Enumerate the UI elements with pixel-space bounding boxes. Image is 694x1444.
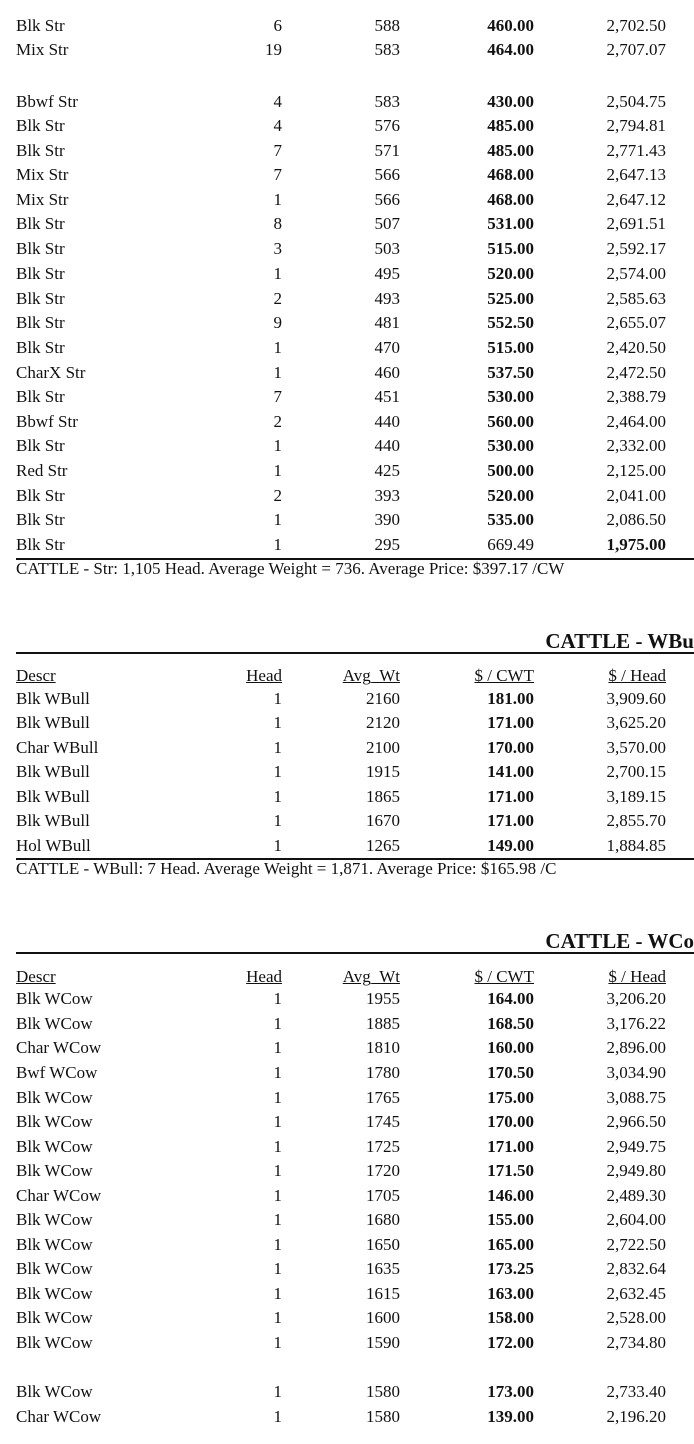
table-row (0, 1184, 694, 1208)
price-cwt-cell: 181.00 (487, 689, 534, 708)
descr-cell: Blk Str (16, 338, 65, 357)
avg-weight-cell: 1590 (366, 1333, 400, 1352)
price-per-head-cell: 2,332.00 (606, 436, 666, 455)
avg-weight-cell: 295 (374, 535, 400, 554)
price-per-head-cell: 2,585.63 (606, 289, 666, 308)
descr-cell: Char WCow (16, 1186, 102, 1205)
header-descr: Descr (16, 967, 56, 986)
head-count-cell: 1 (273, 1038, 282, 1057)
price-per-head-cell: 2,528.00 (606, 1308, 666, 1327)
price-per-head-cell: 2,472.50 (606, 363, 666, 382)
avg-weight-cell: 493 (374, 289, 400, 308)
price-per-head-cell: 3,034.90 (606, 1063, 666, 1082)
price-per-head-cell: 2,707.07 (606, 40, 666, 59)
head-count-cell: 1 (273, 1382, 282, 1401)
column-headers (0, 664, 694, 688)
avg-weight-cell: 1265 (366, 836, 400, 855)
table-row (0, 1110, 694, 1134)
avg-weight-cell: 2160 (366, 689, 400, 708)
price-per-head-cell: 2,949.75 (606, 1137, 666, 1156)
header-cwt: $ / CWT (474, 967, 534, 986)
header-cwt: $ / CWT (474, 666, 534, 685)
descr-cell: Blk WBull (16, 689, 90, 708)
table-row (0, 14, 694, 38)
head-count-cell: 8 (273, 214, 282, 233)
price-cwt-cell: 530.00 (487, 436, 534, 455)
table-row (0, 1405, 694, 1429)
price-per-head-cell: 2,771.43 (606, 141, 666, 160)
price-cwt-cell: 531.00 (487, 214, 534, 233)
table-row (0, 163, 694, 187)
section-rule (16, 952, 694, 954)
descr-cell: Blk Str (16, 239, 65, 258)
head-count-cell: 3 (273, 239, 282, 258)
descr-cell: Blk WCow (16, 1014, 93, 1033)
price-cwt-cell: 560.00 (487, 412, 534, 431)
head-count-cell: 1 (273, 1407, 282, 1426)
table-row (0, 760, 694, 784)
section-title: CATTLE - WBu (545, 629, 694, 653)
table-row (0, 361, 694, 385)
price-cwt-cell: 515.00 (487, 239, 534, 258)
descr-cell: Blk Str (16, 141, 65, 160)
price-cwt-cell: 171.00 (487, 811, 534, 830)
descr-cell: Blk WCow (16, 1088, 93, 1107)
price-cwt-cell: 173.25 (487, 1259, 534, 1278)
avg-weight-cell: 1955 (366, 989, 400, 1008)
price-per-head-cell: 2,574.00 (606, 264, 666, 283)
descr-cell: Blk WCow (16, 1235, 93, 1254)
descr-cell: Mix Str (16, 40, 69, 59)
header-per-head: $ / Head (608, 967, 666, 986)
table-row (0, 1257, 694, 1281)
price-per-head-cell: 2,691.51 (606, 214, 666, 233)
price-cwt-cell: 464.00 (487, 40, 534, 59)
price-cwt-cell: 141.00 (487, 762, 534, 781)
descr-cell: Blk Str (16, 313, 65, 332)
head-count-cell: 4 (273, 92, 282, 111)
descr-cell: Bbwf Str (16, 92, 78, 111)
table-row (0, 336, 694, 360)
avg-weight-cell: 583 (374, 92, 400, 111)
table-row (0, 834, 694, 858)
head-count-cell: 1 (273, 1137, 282, 1156)
descr-cell: Char WCow (16, 1407, 102, 1426)
table-row (0, 139, 694, 163)
price-cwt-cell: 468.00 (487, 165, 534, 184)
price-cwt-cell: 520.00 (487, 264, 534, 283)
price-per-head-cell: 2,722.50 (606, 1235, 666, 1254)
price-per-head-cell: 3,206.20 (606, 989, 666, 1008)
table-row (0, 237, 694, 261)
price-per-head-cell: 2,592.17 (606, 239, 666, 258)
table-row (0, 1159, 694, 1183)
avg-weight-cell: 588 (374, 16, 400, 35)
descr-cell: Red Str (16, 461, 68, 480)
table-row (0, 809, 694, 833)
avg-weight-cell: 1705 (366, 1186, 400, 1205)
price-per-head-cell: 3,909.60 (606, 689, 666, 708)
head-count-cell: 1 (273, 1112, 282, 1131)
head-count-cell: 1 (273, 811, 282, 830)
head-count-cell: 2 (273, 412, 282, 431)
head-count-cell: 1 (273, 264, 282, 283)
price-cwt-cell: 525.00 (487, 289, 534, 308)
table-row (0, 410, 694, 434)
head-count-cell: 1 (273, 461, 282, 480)
head-count-cell: 1 (273, 1210, 282, 1229)
avg-weight-cell: 1600 (366, 1308, 400, 1327)
price-per-head-cell: 2,196.20 (606, 1407, 666, 1426)
price-per-head-cell: 2,855.70 (606, 811, 666, 830)
price-per-head-cell: 1,975.00 (606, 535, 666, 554)
avg-weight-cell: 566 (374, 165, 400, 184)
price-cwt-cell: 170.00 (487, 1112, 534, 1131)
table-row (0, 90, 694, 114)
table-row (0, 1380, 694, 1404)
avg-weight-cell: 571 (374, 141, 400, 160)
table-row (0, 385, 694, 409)
price-cwt-cell: 430.00 (487, 92, 534, 111)
avg-weight-cell: 451 (374, 387, 400, 406)
price-per-head-cell: 2,794.81 (606, 116, 666, 135)
descr-cell: Blk WBull (16, 811, 90, 830)
table-row (0, 1061, 694, 1085)
price-per-head-cell: 3,625.20 (606, 713, 666, 732)
price-cwt-cell: 500.00 (487, 461, 534, 480)
head-count-cell: 1 (273, 1063, 282, 1082)
head-count-cell: 1 (273, 1259, 282, 1278)
price-per-head-cell: 2,966.50 (606, 1112, 666, 1131)
price-per-head-cell: 3,570.00 (606, 738, 666, 757)
table-row (0, 785, 694, 809)
head-count-cell: 9 (273, 313, 282, 332)
table-row (0, 1135, 694, 1159)
price-cwt-cell: 515.00 (487, 338, 534, 357)
descr-cell: Blk WCow (16, 1259, 93, 1278)
table-row (0, 1036, 694, 1060)
descr-cell: Blk WCow (16, 989, 93, 1008)
price-cwt-cell: 468.00 (487, 190, 534, 209)
head-count-cell: 1 (273, 1308, 282, 1327)
descr-cell: Blk WBull (16, 762, 90, 781)
avg-weight-cell: 576 (374, 116, 400, 135)
price-cwt-cell: 669.49 (487, 535, 534, 554)
price-cwt-cell: 520.00 (487, 486, 534, 505)
header-avg-wt: Avg_Wt (342, 967, 400, 986)
price-per-head-cell: 2,702.50 (606, 16, 666, 35)
avg-weight-cell: 440 (374, 436, 400, 455)
price-cwt-cell: 530.00 (487, 387, 534, 406)
price-cwt-cell: 170.50 (487, 1063, 534, 1082)
table-row (0, 1086, 694, 1110)
price-per-head-cell: 3,088.75 (606, 1088, 666, 1107)
head-count-cell: 1 (273, 689, 282, 708)
head-count-cell: 1 (273, 1235, 282, 1254)
descr-cell: Blk Str (16, 510, 65, 529)
head-count-cell: 1 (273, 1088, 282, 1107)
descr-cell: Blk WCow (16, 1308, 93, 1327)
descr-cell: Blk Str (16, 116, 65, 135)
descr-cell: Blk Str (16, 264, 65, 283)
price-cwt-cell: 172.00 (487, 1333, 534, 1352)
head-count-cell: 1 (273, 713, 282, 732)
avg-weight-cell: 503 (374, 239, 400, 258)
table-row (0, 1233, 694, 1257)
avg-weight-cell: 1865 (366, 787, 400, 806)
descr-cell: CharX Str (16, 363, 86, 382)
price-cwt-cell: 170.00 (487, 738, 534, 757)
avg-weight-cell: 495 (374, 264, 400, 283)
head-count-cell: 1 (273, 363, 282, 382)
avg-weight-cell: 440 (374, 412, 400, 431)
head-count-cell: 1 (273, 338, 282, 357)
price-per-head-cell: 2,733.40 (606, 1382, 666, 1401)
price-per-head-cell: 2,734.80 (606, 1333, 666, 1352)
table-row (0, 533, 694, 557)
table-row (0, 736, 694, 760)
avg-weight-cell: 393 (374, 486, 400, 505)
price-per-head-cell: 2,504.75 (606, 92, 666, 111)
price-cwt-cell: 149.00 (487, 836, 534, 855)
head-count-cell: 19 (265, 40, 282, 59)
head-count-cell: 7 (273, 165, 282, 184)
header-head: Head (246, 666, 282, 685)
section-title: CATTLE - WCo (545, 929, 694, 953)
price-cwt-cell: 146.00 (487, 1186, 534, 1205)
price-cwt-cell: 164.00 (487, 989, 534, 1008)
descr-cell: Blk Str (16, 16, 65, 35)
head-count-cell: 4 (273, 116, 282, 135)
head-count-cell: 2 (273, 486, 282, 505)
avg-weight-cell: 1885 (366, 1014, 400, 1033)
head-count-cell: 1 (273, 738, 282, 757)
table-row (0, 434, 694, 458)
price-per-head-cell: 2,647.12 (606, 190, 666, 209)
table-row (0, 262, 694, 286)
price-cwt-cell: 485.00 (487, 116, 534, 135)
avg-weight-cell: 1720 (366, 1161, 400, 1180)
head-count-cell: 7 (273, 141, 282, 160)
table-row (0, 1331, 694, 1355)
descr-cell: Blk Str (16, 387, 65, 406)
price-cwt-cell: 163.00 (487, 1284, 534, 1303)
avg-weight-cell: 1635 (366, 1259, 400, 1278)
descr-cell: Blk Str (16, 436, 65, 455)
descr-cell: Blk WCow (16, 1284, 93, 1303)
header-avg-wt: Avg_Wt (342, 666, 400, 685)
price-per-head-cell: 2,086.50 (606, 510, 666, 529)
table-row (0, 711, 694, 735)
avg-weight-cell: 507 (374, 214, 400, 233)
head-count-cell: 1 (273, 436, 282, 455)
avg-weight-cell: 481 (374, 313, 400, 332)
table-row (0, 287, 694, 311)
head-count-cell: 1 (273, 1161, 282, 1180)
header-per-head: $ / Head (608, 666, 666, 685)
descr-cell: Blk Str (16, 289, 65, 308)
table-row (0, 311, 694, 335)
avg-weight-cell: 1765 (366, 1088, 400, 1107)
descr-cell: Bwf WCow (16, 1063, 98, 1082)
price-per-head-cell: 1,884.85 (606, 836, 666, 855)
price-per-head-cell: 2,464.00 (606, 412, 666, 431)
head-count-cell: 1 (273, 1333, 282, 1352)
price-per-head-cell: 2,700.15 (606, 762, 666, 781)
avg-weight-cell: 1670 (366, 811, 400, 830)
head-count-cell: 7 (273, 387, 282, 406)
avg-weight-cell: 390 (374, 510, 400, 529)
head-count-cell: 2 (273, 289, 282, 308)
avg-weight-cell: 425 (374, 461, 400, 480)
price-cwt-cell: 171.00 (487, 713, 534, 732)
head-count-cell: 1 (273, 510, 282, 529)
avg-weight-cell: 1615 (366, 1284, 400, 1303)
price-cwt-cell: 485.00 (487, 141, 534, 160)
price-per-head-cell: 3,189.15 (606, 787, 666, 806)
head-count-cell: 1 (273, 535, 282, 554)
price-per-head-cell: 2,125.00 (606, 461, 666, 480)
table-row (0, 484, 694, 508)
price-cwt-cell: 168.50 (487, 1014, 534, 1033)
table-row (0, 459, 694, 483)
table-row (0, 1012, 694, 1036)
price-cwt-cell: 460.00 (487, 16, 534, 35)
descr-cell: Blk Str (16, 486, 65, 505)
avg-weight-cell: 1780 (366, 1063, 400, 1082)
price-cwt-cell: 175.00 (487, 1088, 534, 1107)
table-row (0, 687, 694, 711)
price-cwt-cell: 155.00 (487, 1210, 534, 1229)
head-count-cell: 6 (273, 16, 282, 35)
price-cwt-cell: 160.00 (487, 1038, 534, 1057)
head-count-cell: 1 (273, 989, 282, 1008)
head-count-cell: 1 (273, 836, 282, 855)
price-cwt-cell: 552.50 (487, 313, 534, 332)
head-count-cell: 1 (273, 787, 282, 806)
price-cwt-cell: 535.00 (487, 510, 534, 529)
descr-cell: Blk WBull (16, 787, 90, 806)
avg-weight-cell: 1580 (366, 1382, 400, 1401)
price-per-head-cell: 2,041.00 (606, 486, 666, 505)
descr-cell: Mix Str (16, 165, 69, 184)
avg-weight-cell: 566 (374, 190, 400, 209)
avg-weight-cell: 460 (374, 363, 400, 382)
descr-cell: Blk WCow (16, 1382, 93, 1401)
avg-weight-cell: 583 (374, 40, 400, 59)
descr-cell: Blk WCow (16, 1137, 93, 1156)
price-cwt-cell: 171.00 (487, 1137, 534, 1156)
section-rule (16, 652, 694, 654)
price-per-head-cell: 2,949.80 (606, 1161, 666, 1180)
price-cwt-cell: 171.50 (487, 1161, 534, 1180)
head-count-cell: 1 (273, 1284, 282, 1303)
descr-cell: Bbwf Str (16, 412, 78, 431)
price-cwt-cell: 158.00 (487, 1308, 534, 1327)
table-row (0, 38, 694, 62)
avg-weight-cell: 1680 (366, 1210, 400, 1229)
price-per-head-cell: 2,604.00 (606, 1210, 666, 1229)
section-summary: CATTLE - Str: 1,105 Head. Average Weight = 736. Average Price: $397.17 /CW (16, 559, 565, 578)
descr-cell: Blk WCow (16, 1112, 93, 1131)
avg-weight-cell: 1725 (366, 1137, 400, 1156)
price-per-head-cell: 2,489.30 (606, 1186, 666, 1205)
descr-cell: Char WCow (16, 1038, 102, 1057)
price-per-head-cell: 3,176.22 (606, 1014, 666, 1033)
descr-cell: Blk WCow (16, 1210, 93, 1229)
descr-cell: Hol WBull (16, 836, 91, 855)
head-count-cell: 1 (273, 1186, 282, 1205)
avg-weight-cell: 2100 (366, 738, 400, 757)
table-row (0, 212, 694, 236)
table-row (0, 188, 694, 212)
column-headers (0, 965, 694, 989)
descr-cell: Blk Str (16, 214, 65, 233)
price-per-head-cell: 2,647.13 (606, 165, 666, 184)
descr-cell: Blk WBull (16, 713, 90, 732)
table-row (0, 114, 694, 138)
descr-cell: Mix Str (16, 190, 69, 209)
price-cwt-cell: 171.00 (487, 787, 534, 806)
price-cwt-cell: 165.00 (487, 1235, 534, 1254)
avg-weight-cell: 1810 (366, 1038, 400, 1057)
descr-cell: Blk WCow (16, 1333, 93, 1352)
header-descr: Descr (16, 666, 56, 685)
table-row (0, 1208, 694, 1232)
avg-weight-cell: 1650 (366, 1235, 400, 1254)
section-summary: CATTLE - WBull: 7 Head. Average Weight = 1,871. Average Price: $165.98 /C (16, 859, 557, 878)
price-cwt-cell: 139.00 (487, 1407, 534, 1426)
descr-cell: Blk Str (16, 535, 65, 554)
descr-cell: Char WBull (16, 738, 99, 757)
head-count-cell: 1 (273, 762, 282, 781)
table-row (0, 1306, 694, 1330)
table-row (0, 987, 694, 1011)
price-cwt-cell: 173.00 (487, 1382, 534, 1401)
avg-weight-cell: 1915 (366, 762, 400, 781)
avg-weight-cell: 2120 (366, 713, 400, 732)
avg-weight-cell: 1745 (366, 1112, 400, 1131)
price-per-head-cell: 2,896.00 (606, 1038, 666, 1057)
price-per-head-cell: 2,420.50 (606, 338, 666, 357)
table-row (0, 508, 694, 532)
price-per-head-cell: 2,655.07 (606, 313, 666, 332)
avg-weight-cell: 1580 (366, 1407, 400, 1426)
header-head: Head (246, 967, 282, 986)
price-per-head-cell: 2,388.79 (606, 387, 666, 406)
descr-cell: Blk WCow (16, 1161, 93, 1180)
head-count-cell: 1 (273, 1014, 282, 1033)
price-per-head-cell: 2,632.45 (606, 1284, 666, 1303)
head-count-cell: 1 (273, 190, 282, 209)
price-per-head-cell: 2,832.64 (606, 1259, 666, 1278)
table-row (0, 1282, 694, 1306)
price-cwt-cell: 537.50 (487, 363, 534, 382)
avg-weight-cell: 470 (374, 338, 400, 357)
